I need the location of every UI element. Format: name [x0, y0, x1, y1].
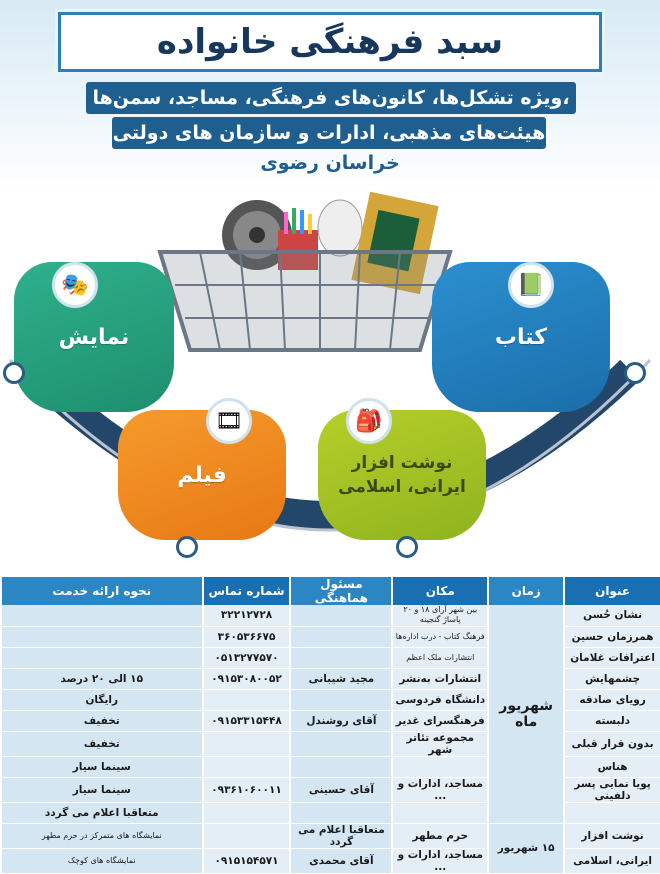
subtitle-line-2: هیئت‌های مذهبی، ادارات و سازمان های دولتی: [112, 117, 546, 149]
cell-place: فرهنگسرای غدیر: [395, 714, 485, 727]
page-title: سبد فرهنگی خانواده: [156, 22, 504, 62]
cell-place: انتشارات ملک اعظم: [406, 652, 475, 662]
category-card-software[interactable]: [318, 410, 486, 540]
arc-dot-mid-right: [396, 536, 418, 558]
arc-dot-mid-left: [176, 536, 198, 558]
cell-title: پویا نمایی پسر دلفینی: [574, 777, 651, 802]
cell-title: هناس: [597, 760, 628, 773]
cell-phone: ۰۹۱۵۳۰۸۰۰۵۲: [211, 672, 282, 685]
cell-place: مجموعه تئاتر شهر: [406, 731, 475, 756]
cell-phone: ۰۹۳۶۱۰۶۰۰۱۱: [211, 783, 282, 796]
cell-coordinator: آقای حسینی: [308, 783, 374, 796]
cell-coordinator: متعاقبا اعلام می گردد: [298, 823, 385, 848]
shopping-basket-illustration: [150, 190, 470, 370]
cell-title: اعترافات غلامان: [570, 651, 655, 664]
cell-place: انتشارات به‌نشر: [399, 672, 482, 685]
cell-place: بین شهر آرای ۱۸ و ۲۰ پاساژ گنجینه: [403, 605, 478, 625]
category-label-software-line2: ایرانی، اسلامی: [338, 477, 466, 497]
cell-time-last: ۱۵ شهریور: [488, 823, 564, 873]
film-reel-icon: 🎞: [206, 398, 252, 444]
cell-service: نمایشگاه های کوچک: [67, 855, 136, 865]
column-header-service: نحوه ارائه خدمت: [1, 577, 203, 605]
cell-phone: ۰۹۱۵۱۵۴۵۷۱: [214, 854, 279, 867]
category-label-show: نمایش: [58, 324, 130, 350]
column-header-place: مکان: [392, 577, 488, 605]
column-header-phone: شماره تماس: [203, 577, 291, 605]
schedule-table: [0, 577, 660, 874]
theater-masks-icon: 🎭: [52, 262, 98, 308]
cell-title: نوشت افزار: [581, 829, 644, 842]
category-card-film[interactable]: [118, 410, 286, 540]
category-label-software-line1: نوشت افزار: [351, 453, 453, 473]
stationery-icon: 🎒: [346, 398, 392, 444]
cell-service: رایگان: [85, 693, 119, 706]
cell-coordinator: آقای محمدی: [309, 854, 374, 867]
cell-service: سینما سیار: [72, 783, 131, 796]
arc-dot-left: [3, 362, 25, 384]
book-icon: 📗: [508, 262, 554, 308]
cell-place: مساجد، ادارات و ...: [397, 777, 483, 802]
table-row: [1, 605, 660, 626]
cell-phone: ۰۵۱۳۲۷۷۵۷۰: [214, 651, 279, 664]
cell-phone: ۳۶۰۵۳۶۶۷۵: [217, 630, 276, 643]
cell-time-group: شهریور ماه: [488, 605, 564, 823]
cell-title: رویای صادقه: [579, 693, 646, 706]
cell-place: حرم مطهر: [412, 829, 469, 842]
province-label: خراسان رضوی: [260, 152, 400, 174]
cell-coordinator: مجید شیبانی: [308, 672, 375, 685]
cell-phone: ۰۹۱۵۳۳۱۵۴۴۸: [211, 714, 282, 727]
arc-dot-right: [624, 362, 646, 384]
cell-coordinator: آقای روشندل: [306, 714, 377, 727]
cell-place: فرهنگ کتاب - درب اداره‌ها: [395, 631, 485, 641]
cell-service: نمایشگاه های متمرکز در حرم مطهر: [41, 830, 162, 840]
cell-title: بدون قرار قبلی: [571, 737, 654, 750]
cell-title: ایرانی، اسلامی: [573, 854, 653, 867]
column-header-title: عنوان: [564, 577, 660, 605]
table-header-row: [1, 577, 660, 605]
cell-title: دلبسته: [595, 714, 631, 727]
cell-title: همرزمان حسین: [571, 630, 654, 643]
cell-place: دانشگاه فردوسی: [395, 693, 486, 706]
cell-title: نشان حُسن: [583, 609, 643, 622]
cell-service: تخفیف: [83, 714, 120, 727]
cell-place: مساجد، ادارات و ...: [397, 848, 483, 873]
cell-service: متعاقبا اعلام می گردد: [44, 806, 159, 819]
category-label-film: فیلم: [177, 462, 227, 488]
page-title-box: [58, 12, 602, 72]
cell-phone: ۳۲۲۱۲۷۲۸: [220, 609, 273, 622]
cell-service: ۱۵ الی ۲۰ درصد: [60, 672, 143, 685]
cell-service: سینما سیار: [72, 760, 131, 773]
subtitle-line-1: ویژه تشکل‌ها، کانون‌های فرهنگی، مساجد، سمن‌ها،: [86, 82, 576, 114]
column-header-time: زمان: [488, 577, 564, 605]
column-header-coordinator: مسئول هماهنگی: [290, 577, 392, 605]
category-label-book: کتاب: [494, 324, 548, 350]
cell-service: تخفیف: [83, 737, 120, 750]
cell-title: چشمهایش: [585, 672, 641, 685]
